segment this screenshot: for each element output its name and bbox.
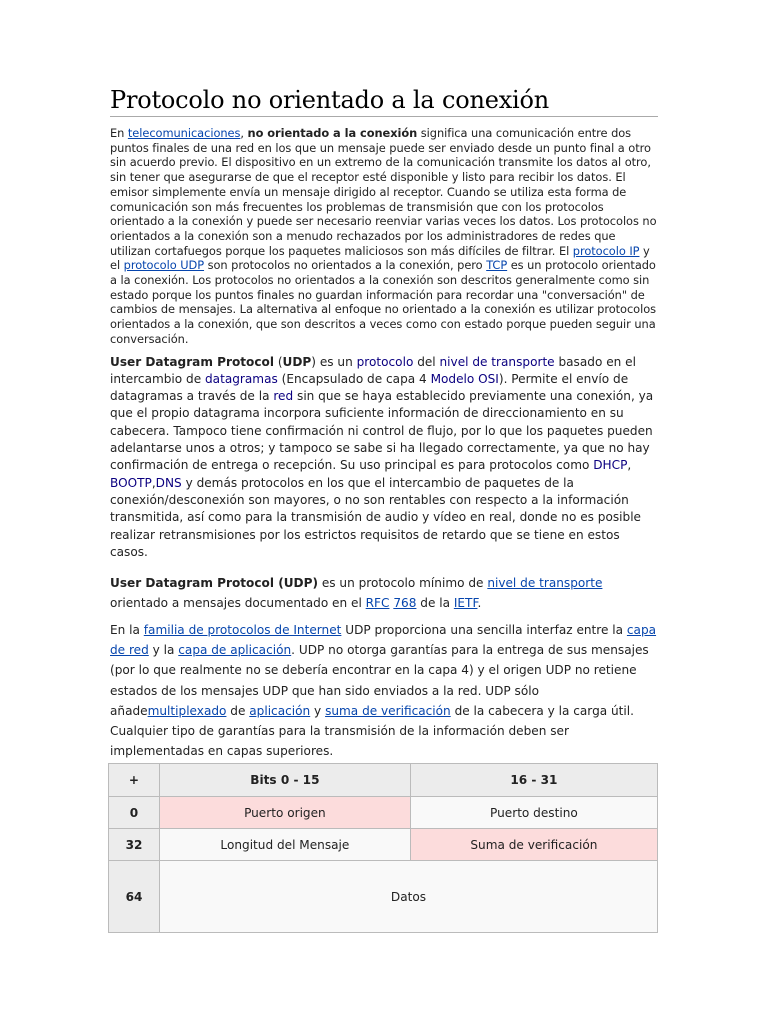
- link-dns[interactable]: DNS: [155, 475, 182, 490]
- link-aplicacion[interactable]: aplicación: [249, 703, 311, 718]
- text: ). Permite el envío de datagramas a través de la: [110, 371, 629, 404]
- text: UDP proporciona una sencilla interfaz entre la: [341, 622, 627, 637]
- bold-term: User Datagram Protocol: [110, 354, 274, 369]
- row-offset: 32: [109, 829, 160, 861]
- link-dhcp[interactable]: DHCP: [593, 458, 628, 473]
- text: y la: [148, 643, 179, 657]
- bold-term: no orientado a la conexión: [247, 126, 418, 140]
- cell-puerto-origen: Puerto origen: [160, 797, 411, 829]
- cell-datos: Datos: [160, 861, 658, 933]
- text: del: [413, 354, 440, 369]
- text: En la: [110, 622, 144, 637]
- page-title: Protocolo no orientado a la conexión: [110, 86, 658, 117]
- link-telecomunicaciones[interactable]: telecomunicaciones: [127, 126, 241, 140]
- header-bits-0-15: Bits 0 - 15: [160, 764, 411, 797]
- link-suma-de-verificacion[interactable]: suma de verificación: [325, 703, 451, 718]
- text: sin que se haya establecido previamente una conexión, ya que el propio datagrama incorpora suficiente información de direccionamiento en su cabecera. Tampoco tiene confirmación ni control de flujo, por lo que los paquetes pueden adelantarse unos a otros; y tampoco se sabe si ha llegado correctamente, ya que no hay confirmación de entrega o recepción. Su uso principal es para protocolos como: [110, 389, 654, 473]
- link-nivel-de-transporte[interactable]: nivel de transporte: [439, 354, 555, 369]
- link-ietf[interactable]: IETF: [453, 596, 478, 611]
- paragraph-intro: [110, 126, 658, 347]
- table-header-row: [109, 764, 658, 797]
- link-rfc[interactable]: RFC: [365, 596, 390, 611]
- text: es un protocolo orientado a la conexión. Los protocolos no orientados a la conexión son descritos generalmente como sin estado porque los puntos finales no guardan información para recordar una "conversación" de cambios de mensajes. La alternativa al enfoque no orientado a la conexión es utilizar protocolos orientados a la conexión, que son descritos a veces como con estado porque pueden seguir una conversación.: [110, 258, 657, 346]
- link-capa-de-aplicacion[interactable]: capa de aplicación: [178, 643, 292, 657]
- paragraph-udp-definition: [110, 573, 658, 614]
- link-protocolo-ip[interactable]: protocolo IP: [572, 243, 640, 258]
- bold-term: User Datagram Protocol (UDP): [110, 576, 318, 591]
- link-nivel-de-transporte[interactable]: nivel de transporte: [487, 576, 603, 591]
- paragraph-udp-internet: [110, 620, 658, 762]
- link-modelo-osi[interactable]: Modelo OSI: [430, 371, 499, 386]
- text: es un protocolo mínimo de: [317, 576, 488, 591]
- link-protocolo-udp[interactable]: protocolo UDP: [123, 258, 205, 273]
- bold-term: UDP: [282, 354, 312, 369]
- table-row: [109, 829, 658, 861]
- text: ,: [151, 475, 156, 490]
- link-capa-de-red[interactable]: capa de red: [110, 622, 657, 657]
- link-768[interactable]: 768: [393, 596, 417, 611]
- text: En: [110, 126, 128, 140]
- cell-puerto-destino: Puerto destino: [410, 797, 657, 829]
- document: [110, 86, 658, 762]
- row-offset: 64: [109, 861, 160, 933]
- text: (: [273, 354, 283, 369]
- text: ) es un: [311, 354, 357, 369]
- text: significa una comunicación entre dos puntos finales de una red en los que un mensaje puede ser enviado desde un punto final a otro sin acuerdo previo. El dispositivo en un extremo de la comunicación transmite los datos al otro, sin tener que asegurarse de que el receptor esté disponible y listo para recibir los datos. El emisor simplemente envía un mensaje dirigido al receptor. Cuando se utiliza esta forma de comunicación son más frecuentes los problemas de transmisión que con los protocolos orientado a la conexión y puede ser necesario reenviar varias veces los datos. Los protocolos no orientados a la conexión son a menudo rechazados por los administradores de redes que utilizan cortafuegos porque los paquetes maliciosos son más difíciles de filtrar. El: [110, 126, 657, 258]
- text: ,: [240, 126, 248, 140]
- link-multiplexado[interactable]: multiplexado: [147, 703, 227, 718]
- text: de la cabecera y la carga útil. Cualquier tipo de garantías para la transmisión de la información deben ser implementadas en capas superiores.: [110, 703, 634, 759]
- text: de: [226, 703, 250, 718]
- link-protocolo[interactable]: protocolo: [356, 354, 414, 369]
- header-bits-16-31: 16 - 31: [410, 764, 657, 797]
- table-row: [109, 861, 658, 933]
- link-red[interactable]: red: [273, 389, 294, 404]
- paragraph-udp-description: [110, 354, 658, 562]
- link-tcp[interactable]: TCP: [486, 258, 508, 273]
- text: y: [310, 703, 326, 718]
- udp-header-table: [108, 763, 658, 933]
- header-offset: +: [109, 764, 160, 797]
- table-row: [109, 797, 658, 829]
- text: . UDP no otorga garantías para la entrega de sus mensajes (por lo que realmente no se debería encontrar en la capa 4) y el origen UDP no retiene estados de los mensajes UDP que han sido enviados a la red. UDP sólo añade: [110, 643, 649, 718]
- row-offset: 0: [109, 797, 160, 829]
- text: de la: [416, 596, 454, 611]
- text: (Encapsulado de capa 4: [277, 371, 431, 386]
- cell-suma-verificacion: Suma de verificación: [410, 829, 657, 861]
- text: y demás protocolos en los que el intercambio de paquetes de la conexión/desconexión son mayores, o no son rentables con respecto a la información transmitida, así como para la transmisión de audio y vídeo en real, donde no es posible realizar retransmisiones por los estrictos requisitos de retardo que se tiene en estos casos.: [110, 475, 641, 559]
- text: y el: [110, 243, 650, 273]
- text: son protocolos no orientados a la conexión, pero: [204, 258, 487, 273]
- link-bootp[interactable]: BOOTP: [110, 475, 152, 490]
- link-datagramas[interactable]: datagramas: [205, 371, 278, 386]
- text: orientado a mensajes documentado en el: [110, 596, 366, 611]
- text: basado en el intercambio de: [110, 354, 636, 386]
- text: .: [477, 596, 482, 611]
- text: ,: [627, 458, 632, 473]
- cell-longitud: Longitud del Mensaje: [160, 829, 411, 861]
- link-familia-de-protocolos[interactable]: familia de protocolos de Internet: [143, 622, 342, 637]
